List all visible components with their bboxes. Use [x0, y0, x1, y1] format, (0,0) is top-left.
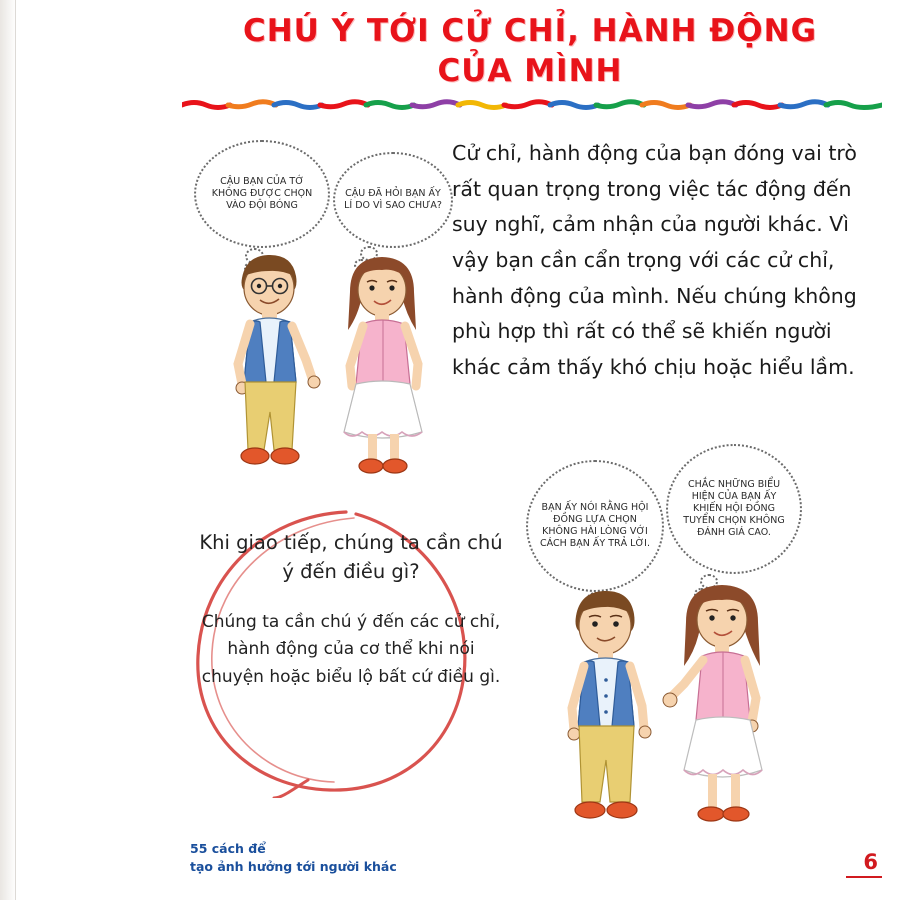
- question-answer-block: [196, 528, 506, 691]
- page-number-rule: [846, 876, 882, 878]
- thought-bubble-top-right-text: CẬU ĐÃ HỎI BẠN ẤY LÍ DO VÌ SAO CHƯA?: [344, 188, 442, 211]
- thought-bubble-top-left: [194, 140, 330, 248]
- thought-bubble-bottom-right-text: CHẮC NHỮNG BIỂU HIỆN CỦA BẠN ẤY KHIẾN HỘI ĐỒNG TUYỂN CHỌN KHÔNG ĐÁNH GIÁ CAO.: [683, 479, 785, 538]
- decorative-divider: [182, 96, 882, 112]
- thought-bubble-bottom-right: [666, 444, 802, 574]
- footer-line-2: tạo ảnh hưởng tới người khác: [190, 859, 397, 875]
- reflection-answer: Chúng ta cần chú ý đến các cử chỉ, hành động của cơ thể khi nói chuyện hoặc biểu lộ bất cứ điều gì.: [201, 611, 501, 687]
- page-title-line-2: CỦA MÌNH: [437, 52, 623, 89]
- illustration-girl-top: [322, 244, 452, 484]
- page-edge-shadow: [0, 0, 16, 900]
- body-paragraph: Cử chỉ, hành động của bạn đóng vai trò rất quan trọng trong việc tác động đến suy nghĩ, cảm nhận của người khác. Vì vậy bạn cần cẩn trọng với các cử chỉ, hành động của mình. Nếu chúng không phù hợp thì rất có thể sẽ khiến người khác cảm thấy khó chịu hoặc hiểu lầm.: [452, 141, 857, 379]
- illustration-girl-bottom: [656, 572, 796, 842]
- page-title-line-1: CHÚ Ý TỚI CỬ CHỈ, HÀNH ĐỘNG: [242, 13, 818, 49]
- thought-bubble-top-left-text: CẬU BẠN CỦA TỚ KHÔNG ĐƯỢC CHỌN VÀO ĐỘI BÓNG: [211, 176, 313, 211]
- thought-bubble-bottom-left: [526, 460, 664, 592]
- page-edge-line: [15, 0, 16, 900]
- footer-line-1: 55 cách để: [190, 841, 266, 856]
- reflection-question: Khi giao tiếp, chúng ta cần chú ý đến điều gì?: [199, 531, 503, 584]
- page-number: 6: [863, 850, 878, 874]
- page-title: [180, 12, 880, 91]
- thought-bubble-bottom-left-text: BẠN ẤY NÓI RẰNG HỘI ĐỒNG LỰA CHỌN KHÔNG HÀI LÒNG VỚI CÁCH BẠN ẤY TRẢ LỜI.: [540, 502, 650, 549]
- footer-book-title: [190, 840, 397, 876]
- thought-bubble-top-right: [333, 152, 453, 248]
